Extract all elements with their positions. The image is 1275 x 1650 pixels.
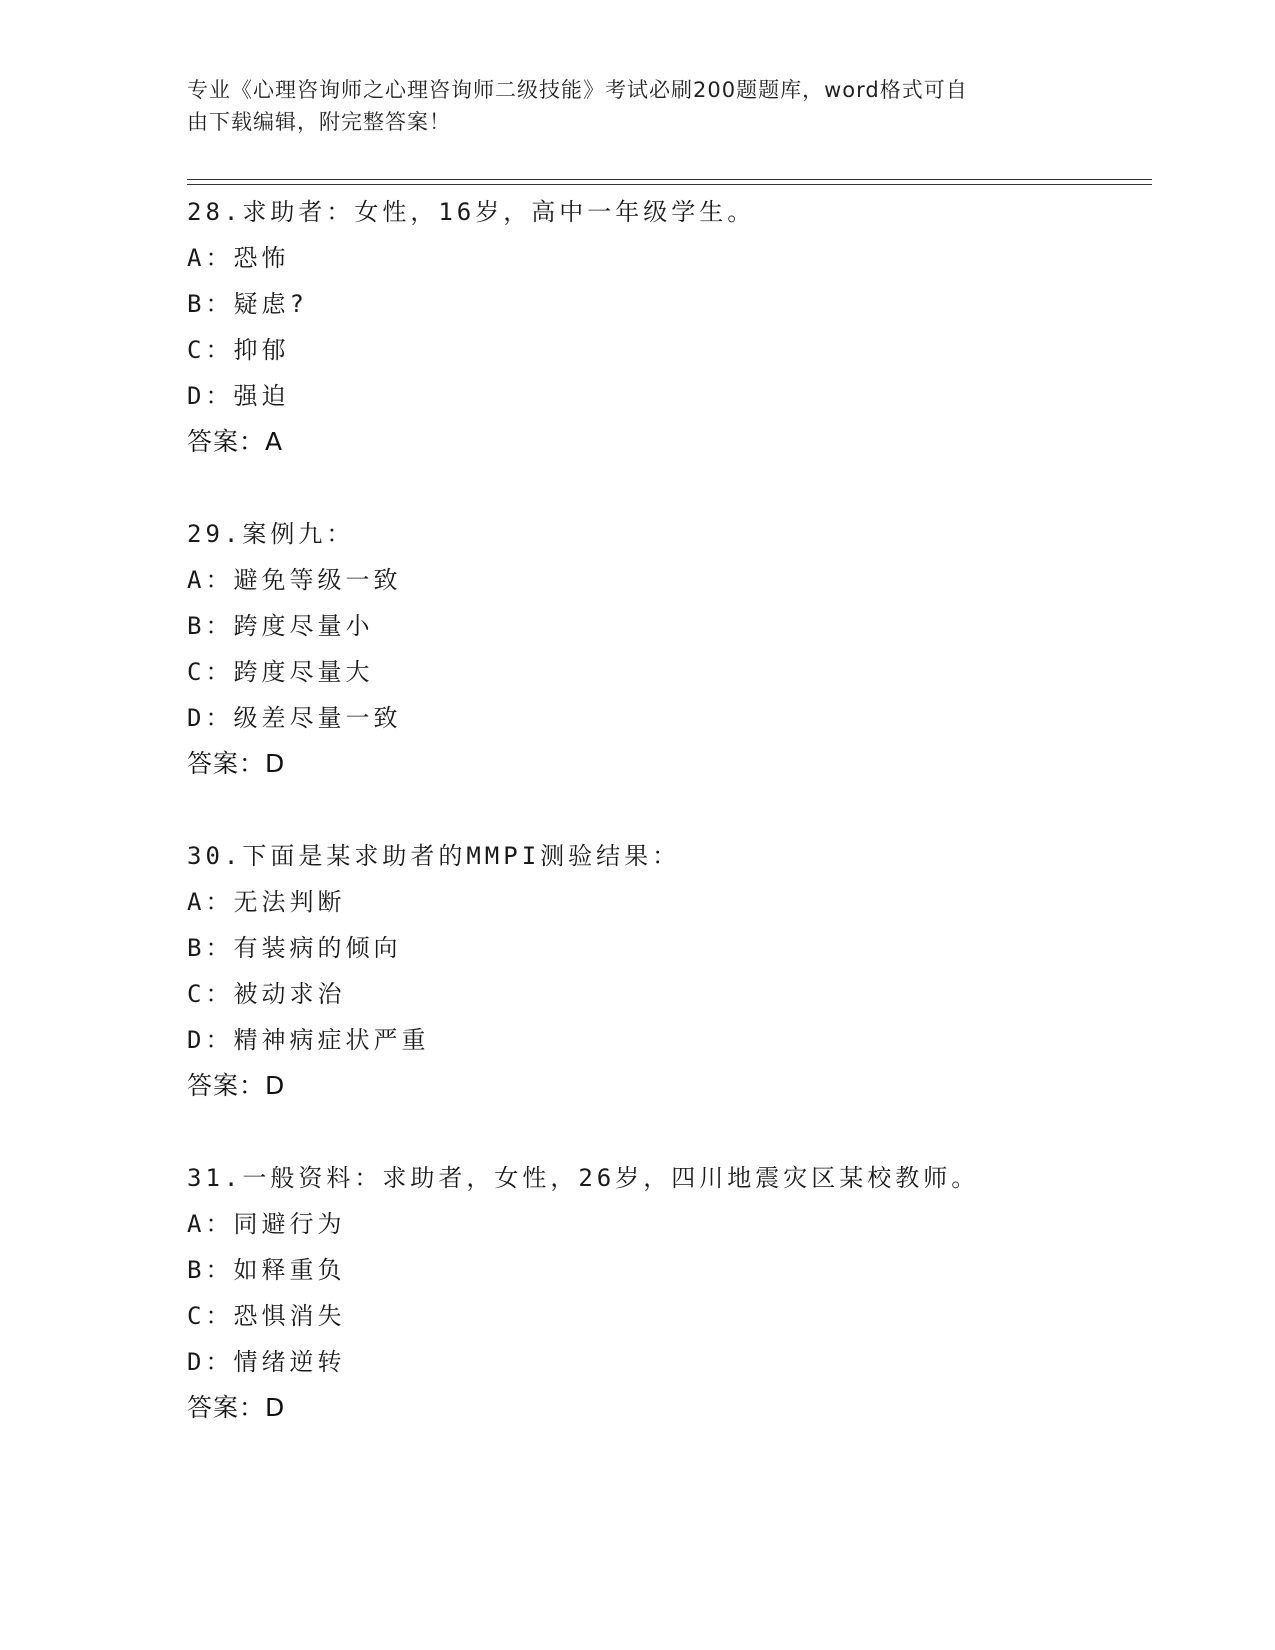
answer-label: 答案：: [187, 1393, 266, 1422]
option-b: [187, 1247, 1147, 1293]
option-text: 恐惧消失: [233, 1302, 346, 1330]
option-letter: A：: [187, 888, 234, 916]
answer-value: D: [265, 1071, 286, 1100]
option-text: 有装病的倾向: [233, 934, 402, 962]
answer-value: D: [265, 1393, 286, 1422]
answer-line: [187, 1063, 1147, 1109]
option-a: [187, 879, 1147, 925]
intro-line-1: 专业《心理咨询师之心理咨询师二级技能》考试必刷200题题库，word格式可自: [187, 78, 968, 102]
option-letter: C：: [187, 336, 234, 364]
option-letter: A：: [187, 566, 234, 594]
option-letter: B：: [187, 1256, 234, 1284]
option-text: 无法判断: [233, 888, 346, 916]
option-text: 情绪逆转: [233, 1348, 346, 1376]
question-text: 一般资料：求助者，女性，26岁，四川地震灾区某校教师。: [242, 1164, 980, 1192]
option-letter: B：: [187, 934, 234, 962]
option-b: [187, 603, 1147, 649]
question-number: 31.: [187, 1164, 243, 1192]
document-intro: [187, 74, 1067, 138]
question-list: [187, 189, 1147, 1477]
question-31: [187, 1155, 1147, 1431]
header-divider-bottom: [187, 184, 1152, 185]
option-letter: D：: [187, 1348, 234, 1376]
option-a: [187, 235, 1147, 281]
option-b: [187, 281, 1147, 327]
option-text: 疑虑?: [233, 290, 308, 318]
option-letter: D：: [187, 704, 234, 732]
option-text: 跨度尽量小: [233, 612, 374, 640]
question-number: 29.: [187, 520, 243, 548]
question-29: [187, 511, 1147, 787]
option-c: [187, 1293, 1147, 1339]
option-text: 级差尽量一致: [233, 704, 402, 732]
option-letter: A：: [187, 1210, 234, 1238]
option-letter: B：: [187, 290, 234, 318]
question-stem: [187, 1155, 1147, 1201]
option-text: 抑郁: [233, 336, 290, 364]
answer-value: D: [265, 749, 286, 778]
question-text: 下面是某求助者的MMPI测验结果：: [242, 842, 681, 870]
option-text: 同避行为: [233, 1210, 346, 1238]
option-text: 如释重负: [233, 1256, 346, 1284]
option-letter: A：: [187, 244, 234, 272]
option-d: [187, 695, 1147, 741]
option-c: [187, 971, 1147, 1017]
option-b: [187, 925, 1147, 971]
answer-label: 答案：: [187, 427, 266, 456]
option-text: 被动求治: [233, 980, 346, 1008]
option-text: 恐怖: [233, 244, 290, 272]
question-text: 求助者：女性，16岁，高中一年级学生。: [242, 198, 756, 226]
option-a: [187, 1201, 1147, 1247]
answer-line: [187, 419, 1147, 465]
option-letter: D：: [187, 1026, 234, 1054]
option-d: [187, 1017, 1147, 1063]
question-28: [187, 189, 1147, 465]
question-stem: [187, 189, 1147, 235]
header-divider-top: [187, 179, 1152, 180]
answer-line: [187, 1385, 1147, 1431]
option-text: 强迫: [233, 382, 290, 410]
answer-label: 答案：: [187, 1071, 266, 1100]
answer-label: 答案：: [187, 749, 266, 778]
answer-value: A: [265, 427, 284, 456]
question-stem: [187, 833, 1147, 879]
question-stem: [187, 511, 1147, 557]
option-letter: C：: [187, 658, 234, 686]
option-d: [187, 373, 1147, 419]
question-30: [187, 833, 1147, 1109]
option-letter: C：: [187, 1302, 234, 1330]
question-text: 案例九：: [242, 520, 355, 548]
option-text: 跨度尽量大: [233, 658, 374, 686]
question-number: 30.: [187, 842, 243, 870]
question-number: 28.: [187, 198, 243, 226]
option-letter: D：: [187, 382, 234, 410]
intro-line-2: 由下载编辑，附完整答案！: [187, 110, 451, 134]
option-text: 避免等级一致: [233, 566, 402, 594]
option-letter: C：: [187, 980, 234, 1008]
option-c: [187, 649, 1147, 695]
option-text: 精神病症状严重: [233, 1026, 430, 1054]
option-letter: B：: [187, 612, 234, 640]
option-a: [187, 557, 1147, 603]
option-d: [187, 1339, 1147, 1385]
option-c: [187, 327, 1147, 373]
answer-line: [187, 741, 1147, 787]
